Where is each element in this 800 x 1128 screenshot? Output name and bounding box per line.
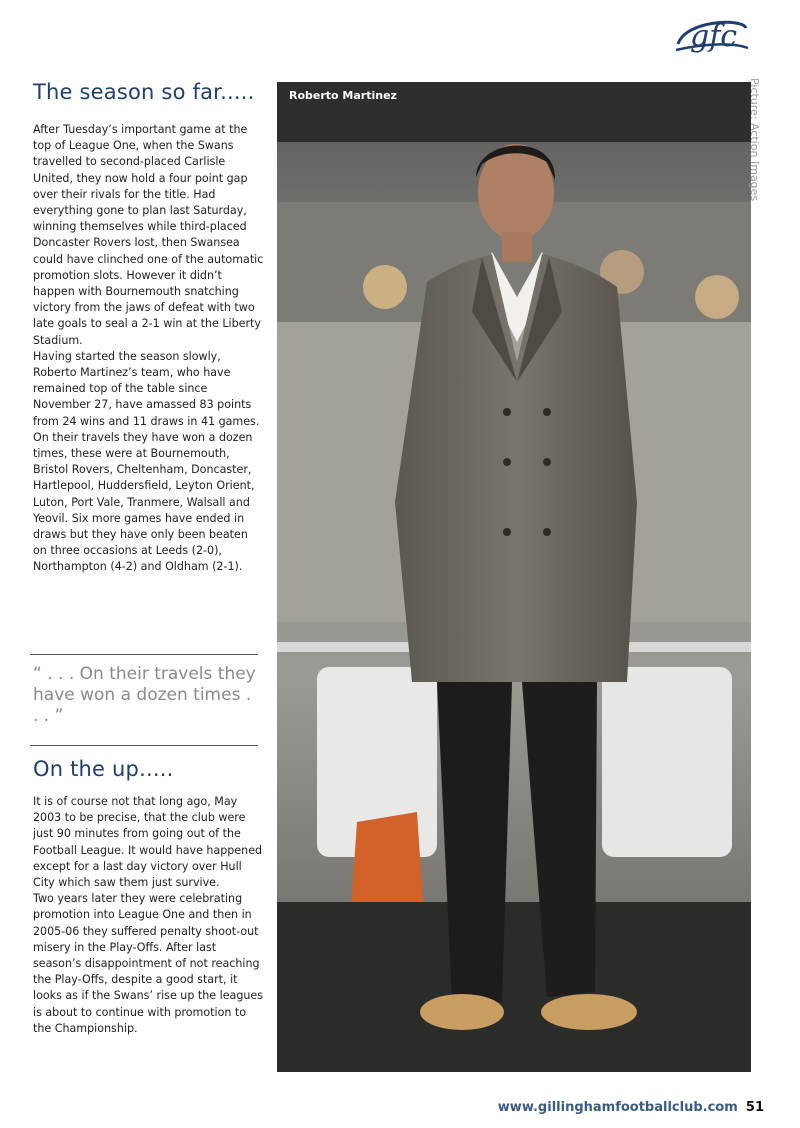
- club-logo: [672, 14, 752, 62]
- paragraph: Having started the season slowly, Roberto Martinez’s team, who have remained top of the table since November 27, have amassed 83 points from 24 wins and 11 draws in 41 games.: [33, 349, 260, 428]
- photo-credit: Picture: Action Images: [748, 78, 761, 202]
- quote-divider-bottom: [30, 745, 258, 746]
- paragraph: On their travels they have won a dozen times, these were at Bournemouth, Bristol Rovers, Cheltenham, Doncaster, Hartlepool, Huddersfield, Leyton Orient, Luton, Port Vale, Tranmere, Walsall and Yeovil. Six more games have ended in draws but they have only been beaten on three occasions at Leeds (2-0), Northampton (4-2) and Oldham (2-1).: [33, 430, 255, 574]
- manager-photo: [277, 82, 751, 1072]
- logo-text: gfc: [690, 19, 738, 54]
- article-column-on-the-up: [33, 794, 265, 1037]
- quote-divider-top: [30, 654, 258, 655]
- article-column-season: [33, 122, 265, 576]
- pull-quote: “ . . . On their travels they have won a dozen times . . . ”: [33, 664, 256, 726]
- paragraph: Two years later they were celebrating promotion into League One and then in 2005-06 they suffered penalty shoot-out misery in the Play-Offs. After last season’s disappointment of not reaching the Play-Offs, despite a good start, it looks as if the Swans’ rise up the leagues is about to continue with promotion to the Championship.: [33, 892, 264, 1035]
- photo-caption: Roberto Martinez: [289, 89, 397, 102]
- page-number: 51: [745, 1100, 764, 1115]
- paragraph: It is of course not that long ago, May 2003 to be precise, that the club were just 90 minutes from going out of the Football League. It would have happened except for a last day victory over Hull City which saw them just survive.: [33, 795, 263, 890]
- website-link[interactable]: www.gillinghamfootballclub.com: [497, 1100, 738, 1115]
- paragraph: After Tuesday’s important game at the top of League One, when the Swans travelled to second-placed Carlisle United, they now hold a four point gap over their rivals for the title. Had everything gone to plan last Saturday, winning themselves while third-placed Doncaster Rovers lost, then Swansea could have clinched one of the automatic promotion slots. However it didn’t happen with Bournemouth snatching victory from the jaws of defeat with two late goals to seal a 2-1 win at the Liberty Stadium.: [33, 123, 264, 347]
- page-footer: [498, 1100, 764, 1115]
- section-heading-season: The season so far.....: [33, 80, 255, 104]
- section-heading-on-the-up: On the up.....: [33, 757, 174, 781]
